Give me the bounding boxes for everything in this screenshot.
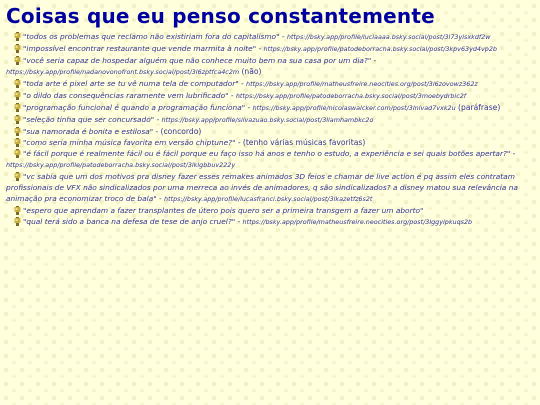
- list-item: [6, 43, 528, 55]
- bullet-icon: [14, 217, 21, 226]
- separator: -: [245, 103, 253, 112]
- post-link[interactable]: https://bsky.app/profile/silvazuao.bsky.social/post/3llamhambkc2o: [161, 116, 374, 124]
- separator: -: [256, 44, 264, 53]
- separator: -: [235, 138, 243, 147]
- bullet-icon: [14, 32, 21, 41]
- bullet-icon: [14, 44, 21, 53]
- list-item: [6, 78, 528, 90]
- quote-text: "é fácil porque é realmente fácil ou é fácil porque eu faço isso há anos e tenho o estudo, a experiência e sei quais botões apertar?": [23, 149, 511, 158]
- quote-text: "qual terá sido a banca na defesa de tese de anjo cruel?": [23, 217, 236, 226]
- bullet-icon: [14, 172, 21, 181]
- post-link[interactable]: https://bsky.app/profile/luciaaaa.bsky.social/post/3l73yisxkdf2w: [286, 33, 491, 41]
- quote-text: "como seria minha música favorita em versão chiptune?": [23, 138, 236, 147]
- quote-text: "impossível encontrar restaurante que vende marmita à noite": [23, 44, 257, 53]
- comment-note: (concordo): [160, 127, 202, 136]
- post-link[interactable]: https://bsky.app/profile/nadanovonofront.bsky.social/post/3l6zptfca4c2m: [6, 68, 240, 76]
- bullet-icon: [14, 103, 21, 112]
- list-item: [6, 137, 528, 148]
- list-item: [6, 114, 528, 126]
- page-title: Coisas que eu penso constantemente: [6, 4, 435, 28]
- quote-text: "seleção tinha que ser concursado": [23, 115, 155, 124]
- list-item: [6, 90, 528, 102]
- quote-text: "o dildo das consequências raramente vem lubrificado": [23, 91, 229, 100]
- separator: -: [279, 32, 287, 41]
- bullet-icon: [14, 206, 21, 215]
- separator: -: [235, 217, 243, 226]
- bullet-icon: [14, 91, 21, 100]
- separator: -: [510, 149, 516, 158]
- list-item: [6, 205, 528, 216]
- comment-note: (paráfrase): [458, 103, 501, 112]
- list-item: [6, 126, 528, 137]
- list-item: [6, 102, 528, 114]
- bullet-icon: [14, 79, 21, 88]
- post-link[interactable]: https://bsky.app/profile/matheusfreire.neocities.org/post/3lggyipkuqs2b: [242, 218, 473, 226]
- comment-note: (não): [241, 67, 262, 76]
- separator: -: [156, 194, 165, 203]
- bullet-icon: [14, 127, 21, 136]
- comment-note: (tenho várias músicas favoritas): [242, 138, 366, 147]
- list-item: [6, 171, 528, 205]
- quote-text: "programação funcional é quando a programação funciona": [23, 103, 246, 112]
- separator: -: [153, 127, 161, 136]
- post-link[interactable]: https://bsky.app/profile/patodeborracha.bsky.social/post/3kpv63yd4vp2b: [263, 45, 497, 53]
- quote-text: "você seria capaz de hospedar alguém que não conhece muito bem na sua casa por um dia?": [23, 56, 372, 65]
- list-item: [6, 31, 528, 43]
- list-item: [6, 216, 528, 228]
- post-link[interactable]: https://bsky.app/profile/nicolaswalcker.com/post/3lnlvad7vxk2u: [252, 104, 456, 112]
- separator: -: [238, 79, 247, 88]
- quote-text: "vc sabia que um dos motivos pra disney fazer esses remakes animados 3D feios e chamar de live action é pq assim eles contratam profissionais de VFX não sindicalizados por uma merreca ao invés de animadores, q são sindicalizados? a disney matou sua relevância na animação pra economizar troco de bala": [6, 172, 518, 203]
- bullet-icon: [14, 115, 21, 124]
- bullet-icon: [14, 149, 21, 158]
- post-link[interactable]: https://bsky.app/profile/patodeborracha.bsky.social/post/3moebydrbic2f: [235, 92, 467, 100]
- quote-text: "espero que aprendam a fazer transplantes de útero pois quero ser a primeira transgem a fazer um aborto": [23, 206, 424, 215]
- quote-text: "todos os problemas que reclamo não existiriam fora do capitalismo": [23, 32, 280, 41]
- list-item: [6, 55, 528, 78]
- quote-text: "sua namorada é bonita e estilosa": [23, 127, 154, 136]
- separator: -: [154, 115, 162, 124]
- post-link[interactable]: https://bsky.app/profile/matheusfreire.neocities.org/post/3l6zovowz362z: [246, 80, 478, 88]
- list-item: [6, 148, 528, 171]
- bullet-icon: [14, 56, 21, 65]
- quote-list: [6, 31, 534, 228]
- bullet-icon: [14, 138, 21, 147]
- post-link[interactable]: https://bsky.app/profile/lucasfranci.bsky.social/post/3lkazetfz6s2t: [164, 195, 373, 203]
- separator: -: [371, 56, 377, 65]
- separator: -: [228, 91, 236, 100]
- post-link[interactable]: https://bsky.app/profile/patodeborracha.bsky.social/post/3lklgbbuv222y: [6, 161, 236, 169]
- quote-text: "toda arte é pixel arte se tu vê numa tela de computador": [23, 79, 239, 88]
